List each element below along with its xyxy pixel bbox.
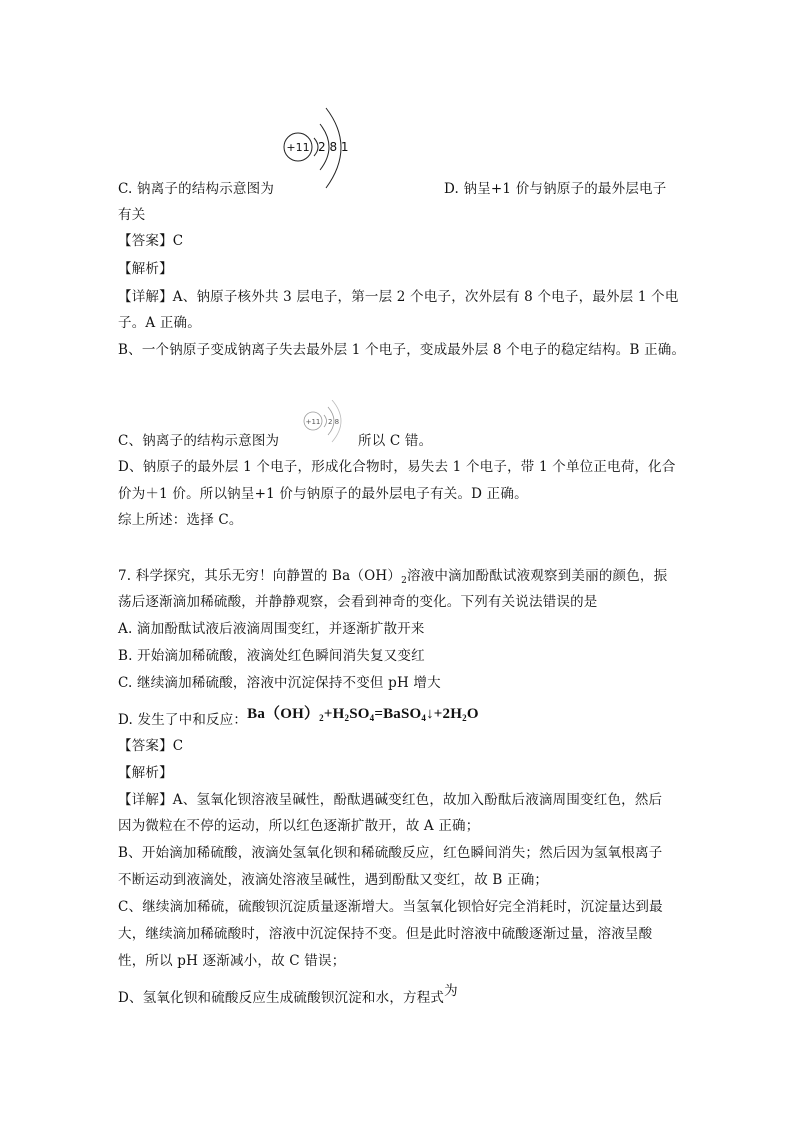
q7-detail-b-line1: B、开始滴加稀硫酸，液滴处氢氧化钡和稀硫酸反应，红色瞬间消失；然后因为氢氧根离子 xyxy=(118,845,663,861)
shell-electrons: 2 8 1 xyxy=(318,140,349,154)
q7-option-d: D. 发生了中和反应：$Ba(OH)_2+H_2SO_4=BaSO_4↓+2H_2O$ xyxy=(118,706,479,728)
q7-detail-d: D、氢氧化钡和硫酸反应生成硫酸钡沉淀和水，方程式为 xyxy=(118,983,458,1006)
q7-detail-a-line1: 【详解】A、氢氧化钡溶液呈碱性，酚酞遇碱变红色，故加入酚酞后液滴周围变红色，然后 xyxy=(118,792,663,808)
q7-detail-c-line1: C、继续滴加稀硫，硫酸钡沉淀质量逐渐增大。当氢氧化钡恰好完全消耗时，沉淀量达到最 xyxy=(118,899,663,915)
q6-answer: 【答案】C xyxy=(118,233,184,249)
q6-detail-d-line2: 价为＋1 价。所以钠呈+1 价与钠原子的最外层电子有关。D 正确。 xyxy=(118,486,528,502)
q7-option-c: C. 继续滴加稀硫酸，溶液中沉淀保持不变但 pH 增大 xyxy=(118,675,441,691)
q7-option-b: B. 开始滴加稀硫酸，液滴处红色瞬间消失复又变红 xyxy=(118,648,425,664)
q6-detail-d-line1: D、钠原子的最外层 1 个电子，形成化合物时，易失去 1 个电子，带 1 个单位正电荷，化合 xyxy=(118,459,676,475)
q6-option-d-continued: 有关 xyxy=(118,207,146,223)
chemical-equation: $Ba(OH)_2+H_2SO_4=BaSO_4↓+2H_2O$ xyxy=(247,706,479,723)
q6-summary: 综上所述：选择 C。 xyxy=(118,512,243,528)
shell-electrons: 2 8 xyxy=(328,418,340,426)
q6-detail-b: B、一个钠原子变成钠离子失去最外层 1 个电子，变成最外层 8 个电子的稳定结构。B 正确。 xyxy=(118,342,686,358)
q7-analysis-heading: 【解析】 xyxy=(118,765,173,781)
nucleus-charge: +11 xyxy=(286,141,310,154)
q6-analysis-heading: 【解析】 xyxy=(118,261,173,277)
q6-detail-c: C、钠离子的结构示意图为 xyxy=(118,433,280,449)
q7-detail-a-line2: 因为微粒在不停的运动，所以红色逐渐扩散开，故 A 正确； xyxy=(118,818,480,834)
q7-stem-line1: 7. 科学探究，其乐无穷！向静置的 $Ba(OH)_2$溶液中滴加酚酞试液观察到美丽的颜色，振 xyxy=(118,568,668,586)
q7-detail-c-line3: 性，所以 pH 逐渐减小，故 C 错误； xyxy=(118,953,346,969)
shell-arc-1 xyxy=(324,415,327,427)
q6-detail-c-conclusion: 所以 C 错。 xyxy=(358,433,433,449)
q7-detail-c-line2: 大，继续滴加稀硫酸时，溶液中沉淀保持不变。但是此时溶液中硫酸逐渐过量，溶液呈酸 xyxy=(118,926,653,942)
sodium-atom-structure-diagram xyxy=(280,100,370,196)
q7-detail-b-line2: 不断运动到液滴处，液滴处溶液呈碱性，遇到酚酞又变红，故 B 正确； xyxy=(118,872,549,888)
q7-answer: 【答案】C xyxy=(118,738,184,754)
q6-detail-a-line2: 子。A 正确。 xyxy=(118,315,201,331)
nucleus-charge: +11 xyxy=(305,418,321,426)
q6-option-c: C. 钠离子的结构示意图为 xyxy=(118,181,275,197)
q7-option-a: A. 滴加酚酞试液后液滴周围变红，并逐渐扩散开来 xyxy=(118,621,425,637)
sodium-ion-structure-diagram xyxy=(300,400,360,446)
q6-detail-a-line1: 【详解】A、钠原子核外共 3 层电子，第一层 2 个电子，次外层有 8 个电子，最外层 1 个电 xyxy=(118,289,679,305)
q6-option-d: D. 钠呈+1 价与钠原子的最外层电子 xyxy=(444,181,667,197)
q7-stem-line2: 荡后逐渐滴加稀硫酸，并静静观察，会看到神奇的变化。下列有关说法错误的是 xyxy=(118,594,598,610)
precipitate-arrow-icon: ↓ xyxy=(426,706,434,722)
